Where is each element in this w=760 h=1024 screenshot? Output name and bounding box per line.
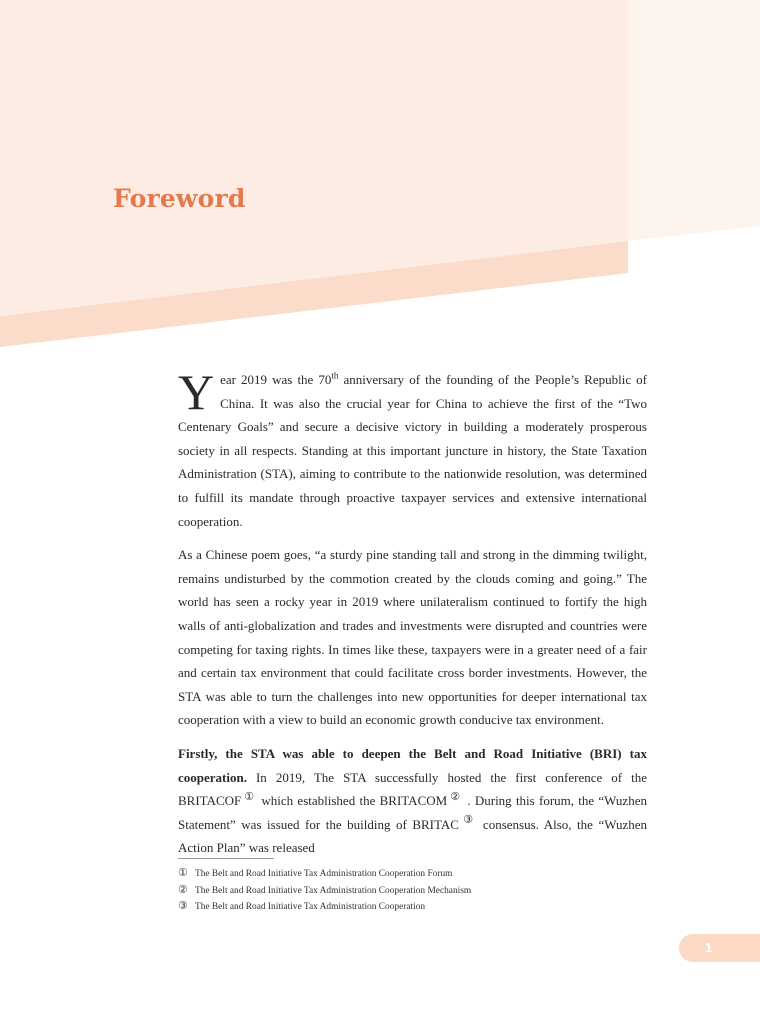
footnote-text: The Belt and Road Initiative Tax Administration Cooperation Mechanism xyxy=(195,885,472,896)
footnote-text: The Belt and Road Initiative Tax Administration Cooperation xyxy=(195,902,426,912)
p3-text-a: In 2019, The STA successfully hosted the first conference of the BRITACOF xyxy=(178,769,647,809)
p1-text-a: ear 2019 was the 70 xyxy=(220,372,332,387)
footnote-ref-1[interactable]: ① xyxy=(243,790,256,803)
p3-text-d: consensus. Also, the “Wuzhen Action Plan” was released xyxy=(178,816,647,856)
page-number: 1 xyxy=(705,940,713,955)
p3-text-b: which established the BRITACOM xyxy=(257,793,448,809)
drop-cap: Y xyxy=(178,364,215,420)
paragraph-2: As a Chinese poem goes, “a sturdy pine standing tall and strong in the dimming twilight, remains undisturbed by the commotion created by the clouds coming and going.” The world has seen a rocky year in 2019 where unilateralism continued to fortify the high walls of anti-globalization and trades and investments were disrupted and countries were competing for taxing rights. In times like these, taxpayers were in a greater need of a fair and certain tax environment that could facilitate cross border investments. However, the STA was able to turn the challenges into new opportunities for deeper international tax cooperation with a view to build an economic growth conducive tax environment. xyxy=(178,547,647,728)
p1-text-b: anniversary of the founding of the People’s Republic of China. It was also the crucial year for China to achieve the first of the “Two Centenary Goals” and secure a decisive victory in building a moderately prosperous society in all respects. Standing at this important juncture in history, the State Taxation Administration (STA), aiming to contribute to the nationwide resolution, was determined to fulfill its mandate through proactive taxpayer services and extensive international cooperation. xyxy=(178,372,648,529)
footnote-item xyxy=(178,866,658,883)
footnote-ref-2[interactable]: ② xyxy=(449,790,462,803)
footnote-ref-3[interactable]: ③ xyxy=(460,814,476,827)
page-title: Foreword xyxy=(113,184,246,213)
footnote-mark: ② xyxy=(178,883,188,896)
footnote-item xyxy=(178,899,658,916)
footnote-mark: ③ xyxy=(178,900,188,912)
banner-band-light-right xyxy=(628,0,760,241)
header-banner xyxy=(0,0,760,360)
footnotes xyxy=(178,866,658,916)
footnote-mark: ① xyxy=(178,867,188,879)
body-text xyxy=(178,364,648,870)
paragraph-3 xyxy=(178,742,647,860)
p3-bold-lead: Firstly, the STA was able to deepen the Belt and Road Initiative (BRI) tax cooperation. xyxy=(178,745,647,785)
p1-superscript: th xyxy=(331,370,339,381)
footnote-text: The Belt and Road Initiative Tax Administration Cooperation Forum xyxy=(195,869,453,879)
page-number-tab xyxy=(679,934,760,962)
footnote-item xyxy=(178,883,658,900)
paragraph-1 xyxy=(178,364,648,533)
footnote-divider xyxy=(178,858,274,859)
p3-text-c: . During this forum, the “Wuzhen Statement” was issued for the building of BRITAC xyxy=(178,793,647,832)
